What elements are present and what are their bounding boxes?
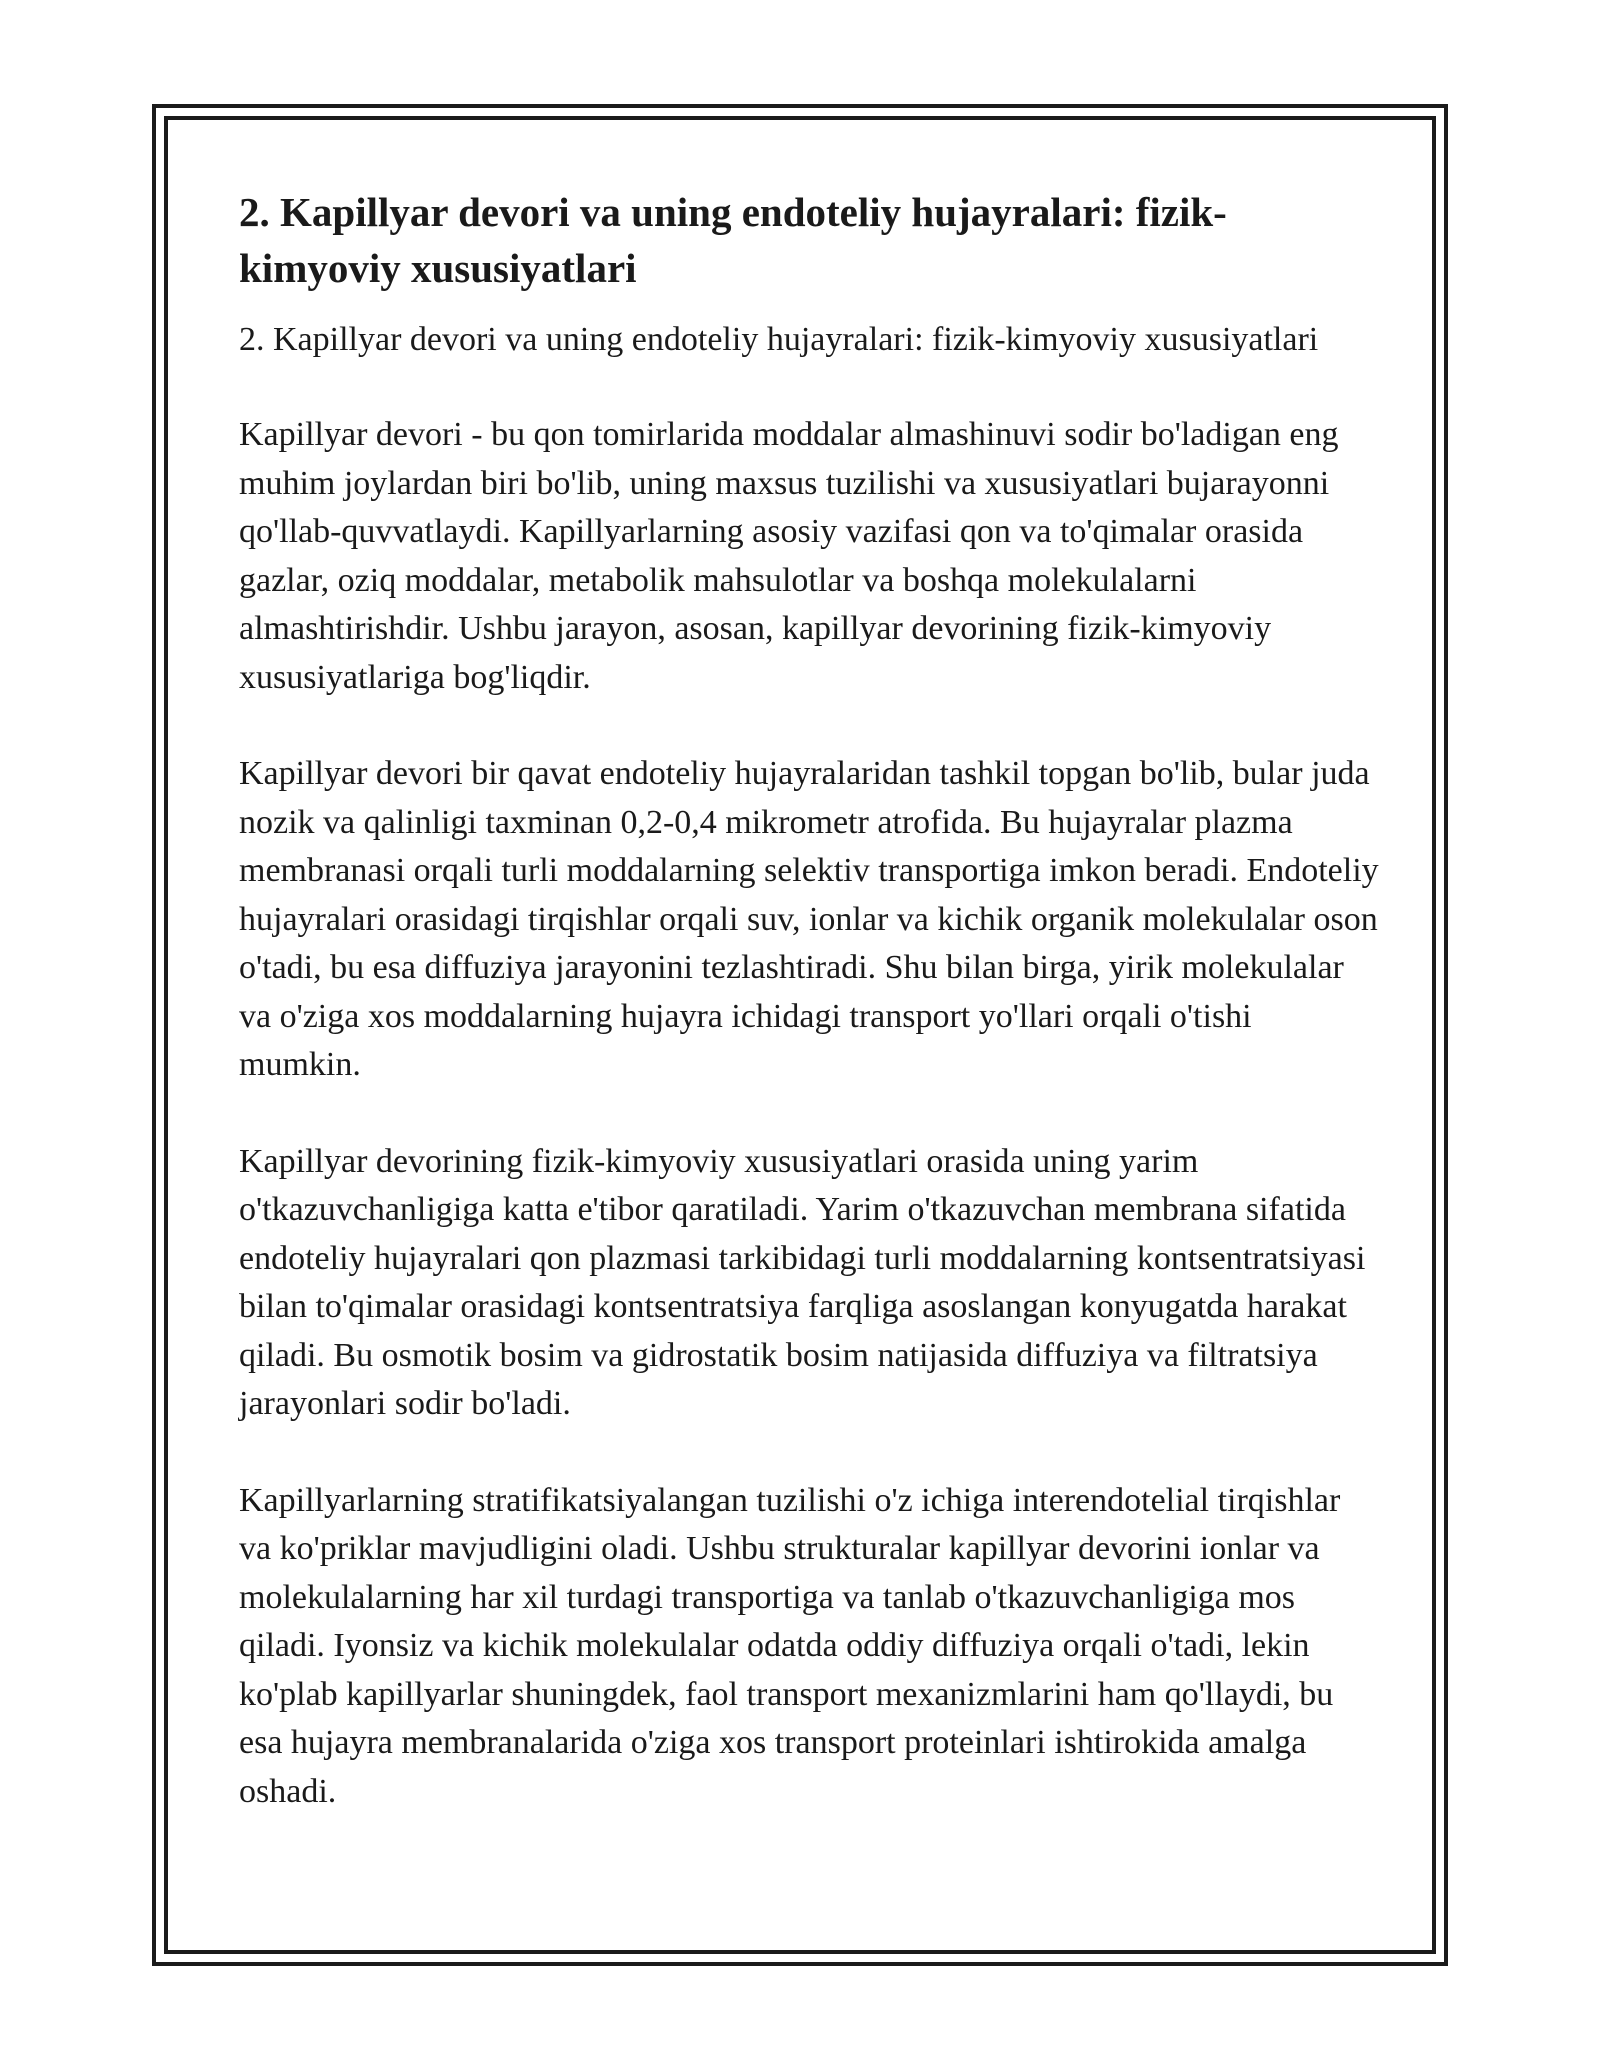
- paragraph-1: Kapillyar devori - bu qon tomirlarida moddalar almashinuvi sodir bo'ladigan eng muhim joylardan biri bo'lib, uning maxsus tuzilishi va xususiyatlari bujarayonni qo'llab-quvvatlaydi. Kapillyarlarning asosiy vazifasi qon va to'qimalar orasida gazlar, oziq moddalar, metabolik mahsulotlar va boshqa molekulalarni almashtirishdir. Ushbu jarayon, asosan, kapillyar devorining fizik-kimyoviy xususiyatlariga bog'liqdir.: [239, 416, 1339, 696]
- document-heading: 2. Kapillyar devori va uning endoteliy hujayralari: fizik-kimyoviy xususiyatlari: [239, 189, 1227, 291]
- paragraph-2: Kapillyar devori bir qavat endoteliy hujayralaridan tashkil topgan bo'lib, bular juda nozik va qalinligi taxminan 0,2-0,4 mikrometr atrofida. Bu hujayralar plazma membranasi orqali turli moddalarning selektiv transportiga imkon beradi. Endoteliy hujayralari orasidagi tirqishlar orqali suv, ionlar va kichik organik molekulalar oson o'tadi, bu esa diffuziya jarayonini tezlashtiradi. Shu bilan birga, yirik molekulalar va o'ziga xos moddalarning hujayra ichidagi transport yo'llari orqali o'tishi mumkin.: [239, 755, 1379, 1083]
- paragraph-4: Kapillyarlarning stratifikatsiyalangan tuzilishi o'z ichiga interendotelial tirqishlar va ko'priklar mavjudligini oladi. Ushbu strukturalar kapillyar devorini ionlar va molekulalarning har xil turdagi transportiga va tanlab o'tkazuvchanligiga mos qiladi. Iyonsiz va kichik molekulalar odatda oddiy diffuziya orqali o'tadi, lekin ko'plab kapillyarlar shuningdek, faol transport mexanizmlarini ham qo'llaydi, bu esa hujayra membranalarida o'ziga xos transport proteinlari ishtirokida amalga oshadi.: [239, 1481, 1341, 1810]
- document-subheading: 2. Kapillyar devori va uning endoteliy hujayralari: fizik-kimyoviy xususiyatlari: [239, 321, 1319, 358]
- document-body: [239, 184, 1379, 1864]
- page-border-outer: [152, 104, 1448, 1966]
- paragraph-3: Kapillyar devorining fizik-kimyoviy xususiyatlari orasida uning yarim o'tkazuvchanligiga katta e'tibor qaratiladi. Yarim o'tkazuvchan membrana sifatida endoteliy hujayralari qon plazmasi tarkibidagi turli moddalarning kontsentratsiyasi bilan to'qimalar orasidagi kontsentratsiya farqliga asoslangan konyugatda harakat qiladi. Bu osmotik bosim va gidrostatik bosim natijasida diffuziya va filtratsiya jarayonlari sodir bo'ladi.: [239, 1142, 1366, 1422]
